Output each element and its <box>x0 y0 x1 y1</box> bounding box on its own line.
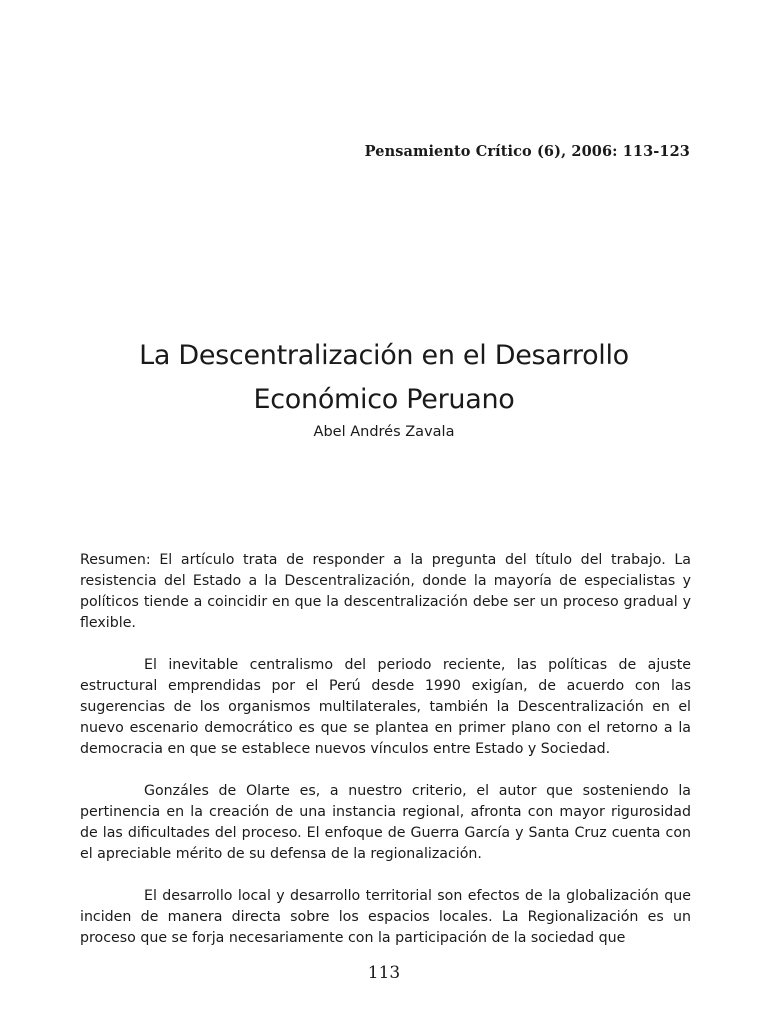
author-name: Abel Andrés Zavala <box>313 424 455 440</box>
title-block <box>0 334 768 442</box>
body-paragraph: Gonzáles de Olarte es, a nuestro criterio, el autor que sosteniendo la pertinencia en la creación de una instancia regional, afronta con mayor rigurosidad de las dificultades del proceso. El enfoque de Guerra García y Santa Cruz cuenta con el apreciable mérito de su defensa de la regionalización. <box>80 783 691 862</box>
abstract-paragraph: Resumen: El artículo trata de responder a la pregunta del título del trabajo. La resistencia del Estado a la Descentralización, donde la mayoría de especialistas y políticos tiende a coincidir en que la descentralización debe ser un proceso gradual y flexible. <box>80 552 691 631</box>
article-body <box>80 550 691 970</box>
journal-reference: Pensamiento Crítico (6), 2006: 113-123 <box>364 143 690 160</box>
article-title-line-2: Económico Peruano <box>253 384 515 415</box>
body-paragraph: El inevitable centralismo del periodo reciente, las políticas de ajuste estructural emprendidas por el Perú desde 1990 exigían, de acuerdo con las sugerencias de los organismos multilaterales, también la Descentralización en el nuevo escenario democrático es que se plantea en primer plano con el retorno a la democracia en que se establece nuevos vínculos entre Estado y Sociedad. <box>80 657 691 757</box>
page-number: 113 <box>367 963 401 983</box>
article-title-line-1: La Descentralización en el Desarrollo <box>139 340 629 371</box>
body-paragraph: El desarrollo local y desarrollo territorial son efectos de la globalización que inciden de manera directa sobre los espacios locales. La Regionalización es un proceso que se forja necesariamente con la participación de la sociedad que <box>80 888 691 946</box>
